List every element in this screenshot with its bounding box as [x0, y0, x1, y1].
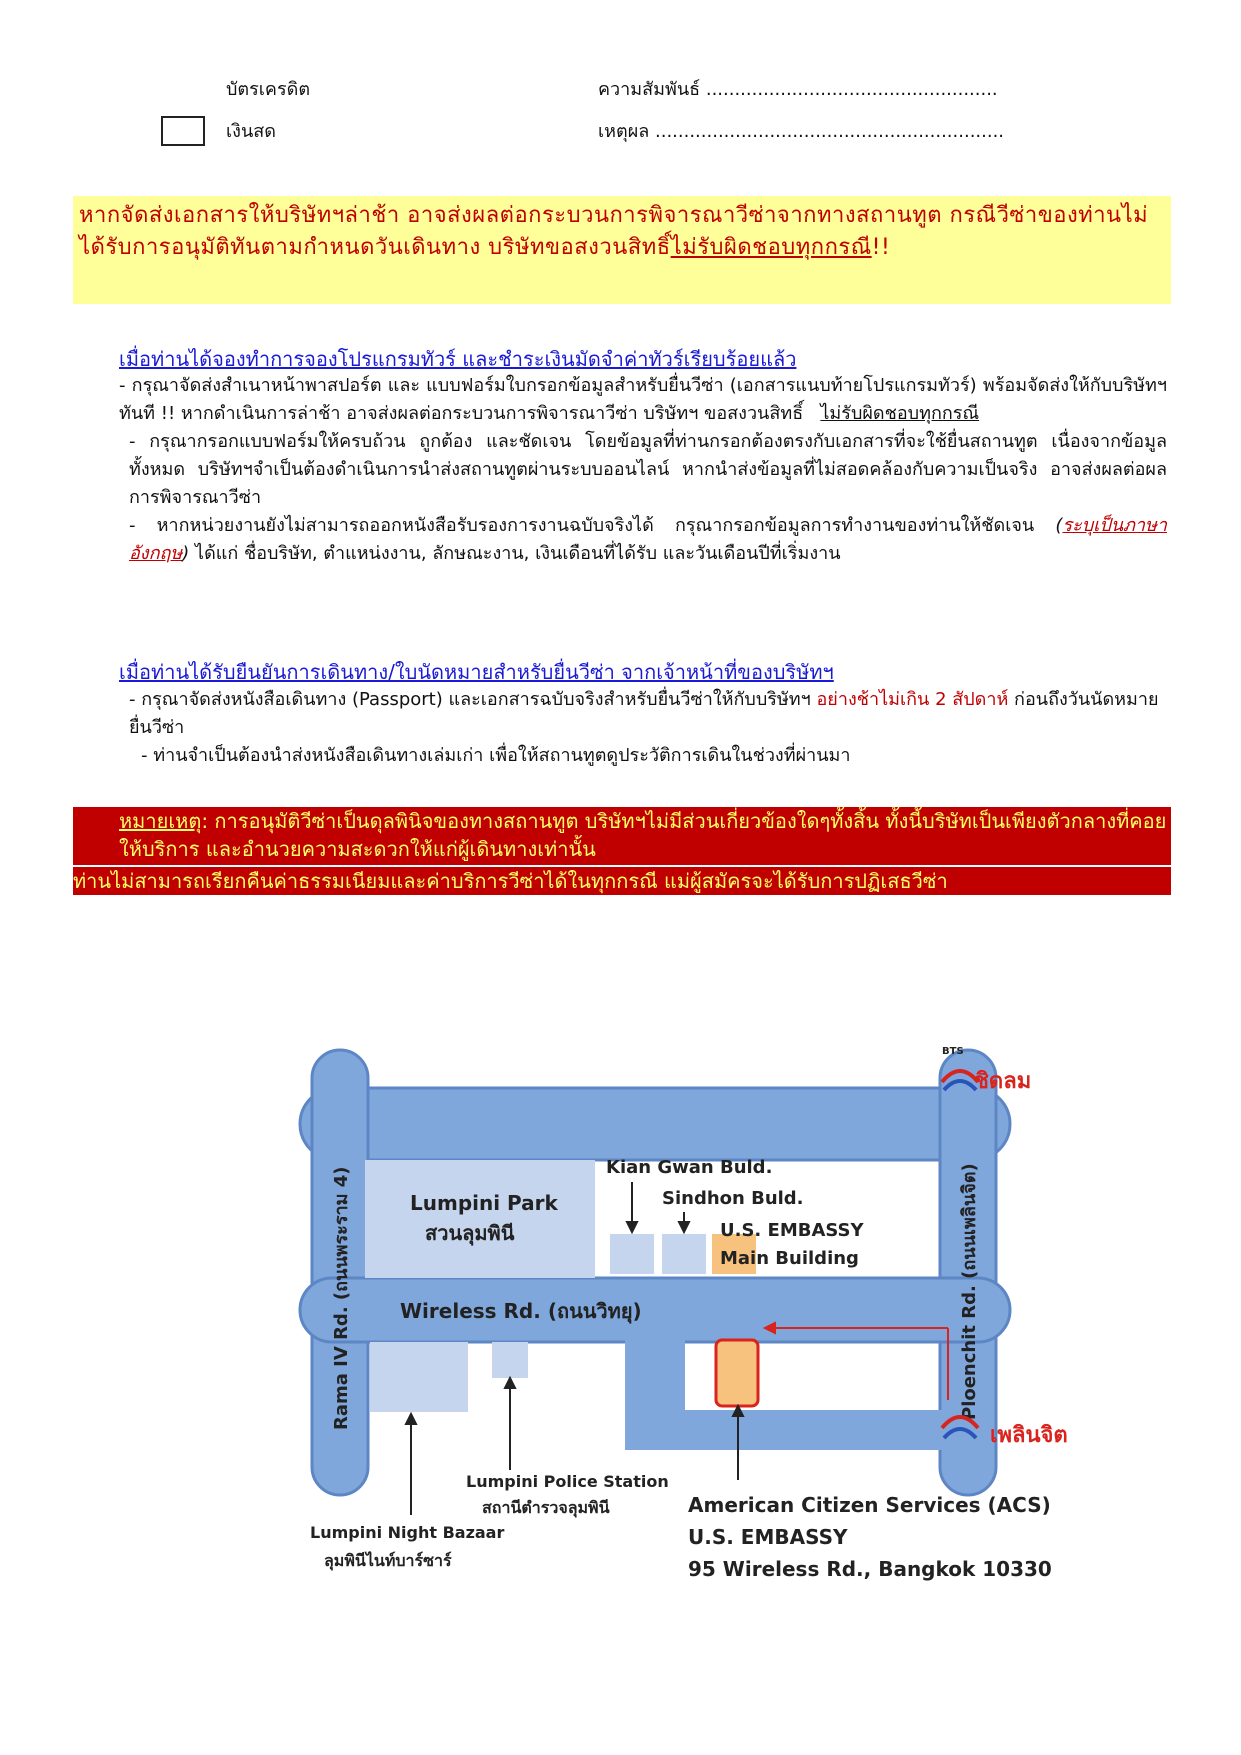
lower-road [625, 1410, 985, 1450]
embassy-label: U.S. EMBASSY [720, 1220, 864, 1241]
warning-exclaim: !! [871, 235, 891, 260]
chidlom-label: ชิดลม [974, 1069, 1032, 1094]
lumpini-park-block [365, 1160, 595, 1278]
main-building-label: Main Building [720, 1248, 859, 1269]
park-th-label: สวนลุมพินี [425, 1221, 515, 1245]
wireless-label: Wireless Rd. (ถนนวิทยุ) [400, 1299, 642, 1323]
section1-para2-text: - กรุณากรอกแบบฟอร์มให้ครบถ้วน ถูกต้อง และชัดเจน โดยข้อมูลที่ท่านกรอกต้องตรงกับเอกสารที่จะใช้ยื่นสถานทูต เนื่องจากข้อมูลทั้งหมด บริษัทฯจำเป็นต้องดำเนินการนำส่งสถานทูตผ่านระบบออนไลน์ หากนำส่งข้อมูลที่ไม่สอดคล้องกับความเป็นจริง อาจส่งผลต่อผลการพิจารณาวีซ่า [129, 431, 1167, 508]
police-block [492, 1342, 528, 1378]
kian-gwan-label: Kian Gwan Buld. [606, 1157, 773, 1178]
section1-para3-text: - หากหน่วยงานยังไม่สามารถออกหนังสือรับรองการงานฉบับจริงได้ กรุณากรอกข้อมูลการทำงานของท่านให้ชัดเจน [129, 515, 1056, 536]
ploenchit-label: Ploenchit Rd. (ถนนเพลินจิต) [959, 1163, 980, 1420]
section1-paren-close: ) [182, 543, 190, 564]
section1-para1 [119, 372, 1167, 428]
bts-top-label: BTS [942, 1046, 964, 1057]
section2-para1-text-b: ก่อนถึงวันนัดหมายยื่นวีซ่า [129, 689, 1159, 738]
top-road [300, 1088, 1010, 1160]
section2-para2-text: - ท่านจำเป็นต้องนำส่งหนังสือเดินทางเล่มเก่า เพื่อให้สถานทูตดูประวัติการเดินในช่วงที่ผ่านมา [141, 745, 851, 766]
section1-heading[interactable]: เมื่อท่านได้จองทำการจองโปรแกรมทัวร์ และชำระเงินมัดจำค่าทัวร์เรียบร้อยแล้ว [119, 347, 797, 371]
rama4-label: Rama IV Rd. (ถนนพระราม 4) [331, 1166, 352, 1430]
cash-label: เงินสด [226, 121, 276, 142]
police-th-label: สถานีตำรวจลุมพินี [482, 1498, 610, 1517]
acs-line3: 95 Wireless Rd., Bangkok 10330 [688, 1557, 1052, 1581]
section1-paren-open: ( [1055, 515, 1063, 536]
cash-checkbox[interactable] [161, 116, 205, 146]
section1-para3-text-b: ได้แก่ ชื่อบริษัท, ตำแหน่งงาน, ลักษณะงาน, เงินเดือนที่ได้รับ และวันเดือนปีที่เริ่มงาน [189, 543, 841, 564]
reason-field: เหตุผล ............................................................. [598, 121, 1005, 142]
acs-line1: American Citizen Services (ACS) [688, 1493, 1051, 1517]
park-en-label: Lumpini Park [410, 1191, 558, 1215]
note-text: : การอนุมัติวีซ่าเป็นดุลพินิจของทางสถานทูต บริษัทฯไม่มีส่วนเกี่ยวข้องใดๆทั้งสิ้น ทั้งนี้บริษัทเป็นเพียงตัวกลางที่คอยให้บริการ และอำนวยความสะดวกให้แก่ผู้เดินทางเท่านั้น [119, 809, 1167, 861]
refund-bar [73, 867, 1171, 895]
refund-text: ท่านไม่สามารถเรียกคืนค่าธรรมเนียมและค่าบริการวีซ่าได้ในทุกกรณี แม่ผู้สมัครจะได้รับการปฏิเสธวีซ่า [73, 869, 948, 893]
sindhon-label: Sindhon Buld. [662, 1188, 804, 1209]
section2-body [119, 686, 1167, 770]
relationship-field: ความสัมพันธ์ ................................................... [598, 79, 998, 100]
section1-para3 [119, 512, 1167, 568]
section1-para1-underlined: ไม่รับผิดชอบทุกกรณี [820, 403, 980, 424]
police-en-label: Lumpini Police Station [466, 1472, 669, 1491]
bazaar-block [370, 1342, 468, 1412]
section2-para2 [119, 742, 1167, 770]
section2-deadline: อย่างช้าไม่เกิน 2 สัปดาห์ [816, 689, 1009, 710]
warning-banner [73, 196, 1171, 304]
acs-line2: U.S. EMBASSY [688, 1525, 848, 1549]
bazaar-en-label: Lumpini Night Bazaar [310, 1523, 505, 1542]
section1-para2 [119, 428, 1167, 512]
kian-gwan-block [610, 1234, 654, 1274]
warning-underlined: ไม่รับผิดชอบทุกกรณี [670, 235, 872, 260]
section2-para1-text: - กรุณาจัดส่งหนังสือเดินทาง (Passport) และเอกสารฉบับจริงสำหรับยื่นวีซ่าให้กับบริษัทฯ [129, 689, 817, 710]
ploenchit-station-label: เพลินจิต [990, 1423, 1068, 1448]
bazaar-th-label: ลุมพินีไนท์บาร์ซาร์ [324, 1551, 452, 1570]
note-bar [73, 807, 1171, 865]
note-label: หมายเหตุ [119, 809, 202, 833]
section2-para1 [119, 686, 1167, 742]
section1-english-note: ระบุเป็นภาษาอังกฤษ [129, 515, 1167, 564]
credit-card-label: บัตรเครดิต [226, 79, 311, 100]
acs-block [716, 1340, 758, 1406]
section1-para1-text: - กรุณาจัดส่งสำเนาหน้าพาสปอร์ต และ แบบฟอร์มใบกรอกข้อมูลสำหรับยื่นวีซ่า (เอกสารแนบท้ายโปรแกรมทัวร์) พร้อมจัดส่งให้กับบริษัทฯทันที !! หากดำเนินการล่าช้า อาจส่งผลต่อกระบวนการพิจารณาวีซ่า บริษัทฯ ขอสงวนสิทธิ์ [119, 375, 1167, 424]
warning-text: หากจัดส่งเอกสารให้บริษัทฯล่าช้า อาจส่งผลต่อกระบวนการพิจารณาวีซ่าจากทางสถานทูต กรณีวีซ่าของท่านไม่ได้รับการอนุมัติทันตามกำหนดวันเดินทาง บริษัทขอสงวนสิทธิ์ [79, 203, 1149, 260]
embassy-map [230, 1010, 1090, 1630]
section2-heading[interactable]: เมื่อท่านได้รับยืนยันการเดินทาง/ใบนัดหมายสำหรับยื่นวีซ่า จากเจ้าหน้าที่ของบริษัทฯ [119, 660, 834, 684]
section1-body [119, 372, 1167, 568]
sindhon-block [662, 1234, 706, 1274]
